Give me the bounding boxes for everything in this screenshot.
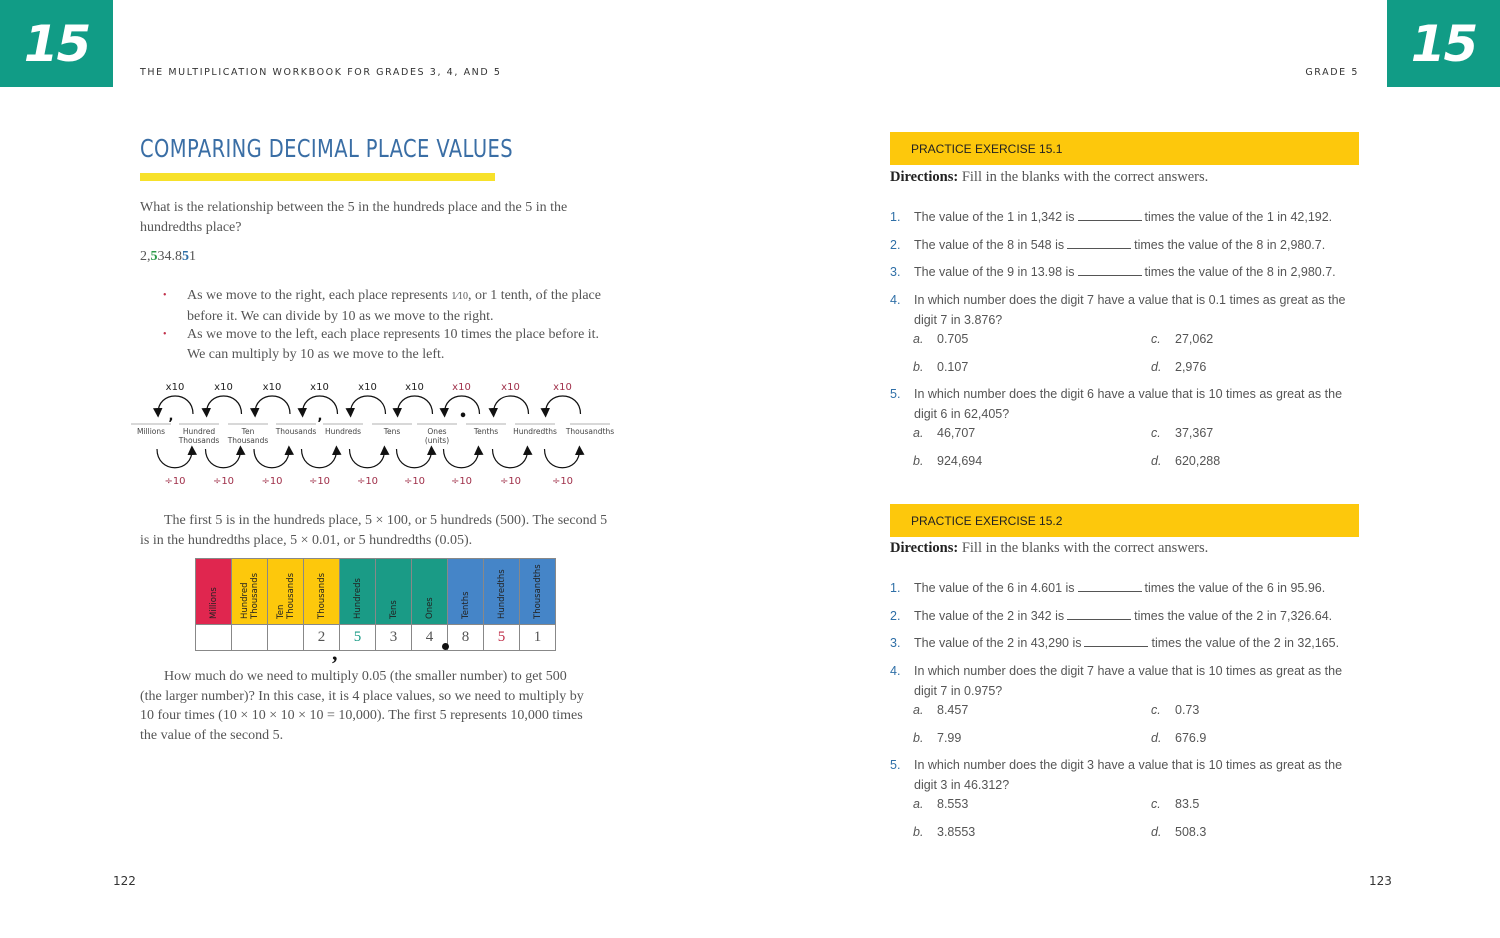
multiply-arrow	[206, 396, 241, 414]
answer-blank[interactable]	[1067, 237, 1131, 249]
divide-label: ÷10	[261, 476, 283, 487]
exercise-item	[890, 661, 1360, 701]
exercise-item	[890, 262, 1360, 282]
bullet-text: As we move to the right, each place represents	[187, 288, 452, 303]
bullet-text: , or 1 tenth, of the place before it. We can divide by 10 as we move to the right.	[187, 288, 601, 324]
directions-text: Fill in the blanks with the correct answers.	[961, 169, 1209, 185]
divide-label: ÷10	[308, 476, 331, 487]
option-value: 7.99	[937, 730, 962, 745]
num-part: 34.8	[157, 249, 182, 264]
answer-option[interactable]	[913, 329, 968, 349]
option-letter: a.	[913, 331, 924, 346]
place-label: Hundreds	[324, 427, 362, 436]
header-label: Tenths	[460, 591, 471, 619]
place-label: Thousands	[227, 436, 269, 445]
option-letter: d.	[1151, 824, 1162, 839]
question-text: times the value of the 8 in 2,980.7.	[1144, 265, 1336, 279]
header-label: Ones	[424, 597, 435, 619]
divide-arrow	[302, 449, 337, 468]
multiply-arrow	[493, 396, 528, 414]
table-header-cell	[340, 559, 376, 625]
num-part: 2,	[140, 249, 151, 264]
answer-option[interactable]	[1151, 822, 1206, 842]
hundredths-five: 5	[182, 249, 189, 264]
option-value: 46,707	[937, 425, 976, 440]
divide-arrow	[545, 449, 580, 468]
options-row	[890, 728, 1360, 748]
item-number: 1.	[890, 210, 901, 224]
option-value: 83.5	[1175, 796, 1200, 811]
hundreds-five: 5	[150, 249, 158, 264]
table-value-cell: 5	[484, 625, 520, 651]
option-letter: b.	[913, 359, 924, 374]
divide-arrow	[444, 449, 479, 468]
item-number: 3.	[890, 265, 901, 279]
question-text: In which number does the digit 3 have a value that is 10 times as great as the digit 3 in 46.312?	[914, 757, 1343, 792]
answer-option[interactable]	[913, 357, 968, 377]
answer-option[interactable]	[913, 822, 975, 842]
options-row	[890, 329, 1360, 349]
item-number: 2.	[890, 237, 901, 252]
header-label: Ten Thousands	[275, 572, 296, 619]
chapter-tab-right: 15	[1387, 0, 1500, 87]
header-label: Thousands	[316, 572, 327, 619]
item-number: 2.	[890, 608, 901, 623]
explanation-paragraph: The first 5 is in the hundreds place, 5 × 100, or 5 hundreds (500). The second 5 is in the hundredths place, 5 × 0.01, or 5 hundredths (0.05).	[140, 513, 608, 548]
answer-option[interactable]	[1151, 357, 1206, 377]
multiply-arrow	[545, 396, 580, 414]
answer-option[interactable]	[913, 728, 961, 748]
option-value: 8.457	[937, 702, 969, 717]
separator-comma: ,	[317, 409, 323, 424]
question-text: The value of the 2 in 43,290 is	[914, 636, 1082, 650]
exercise-item	[890, 755, 1360, 795]
place-label: Ten	[241, 427, 255, 436]
table-header-cell	[376, 559, 412, 625]
table-header-cell	[196, 559, 232, 625]
directions	[890, 540, 1208, 557]
option-value: 0.107	[937, 359, 969, 374]
divide-label: ÷10	[450, 476, 473, 487]
option-value: 0.73	[1175, 702, 1200, 717]
running-head-right: GRADE 5	[1305, 67, 1359, 78]
multiply-label: x10	[553, 382, 572, 393]
conclusion-paragraph: How much do we need to multiply 0.05 (the smaller number) to get 500 (the larger number)? In this case, it is 4 place values, so we need to multiply by 10 four times (10 × 10 × 10 × 10 = 10,000). The first 5 represents 10,000 times the value of the second 5.	[140, 669, 584, 743]
item-number: 1.	[890, 581, 901, 595]
place-label: Thousands	[275, 427, 317, 436]
num-part: 1	[189, 249, 196, 264]
option-letter: a.	[913, 796, 924, 811]
multiply-arrow	[397, 396, 432, 414]
header-label: Hundredths	[496, 569, 507, 619]
option-letter: d.	[1151, 730, 1162, 745]
options-row	[890, 451, 1360, 471]
exercise-item	[890, 633, 1360, 653]
place-label: Tenths	[473, 427, 499, 436]
answer-blank[interactable]	[1078, 209, 1142, 221]
place-label: (units)	[424, 436, 450, 445]
answer-blank[interactable]	[1078, 264, 1142, 276]
answer-option[interactable]	[1151, 700, 1199, 720]
option-letter: b.	[913, 730, 924, 745]
item-number: 3.	[890, 636, 901, 650]
exercise-heading: PRACTICE EXERCISE 15.1	[890, 132, 1359, 165]
divide-label: ÷10	[164, 476, 186, 487]
place-label: Tens	[383, 427, 401, 436]
question-text: times the value of the 8 in 2,980.7.	[1134, 237, 1326, 252]
option-value: 2,976	[1175, 359, 1207, 374]
running-head-left: THE MULTIPLICATION WORKBOOK FOR GRADES 3, 4, AND 5	[140, 67, 502, 78]
divide-label: ÷10	[403, 476, 426, 487]
options-row	[890, 357, 1360, 377]
option-letter: a.	[913, 425, 924, 440]
directions-label: Directions:	[890, 169, 959, 185]
page-number-left: 122	[113, 874, 136, 888]
option-letter: a.	[913, 702, 924, 717]
answer-option[interactable]	[1151, 794, 1199, 814]
option-value: 508.3	[1175, 824, 1207, 839]
answer-blank[interactable]	[1084, 635, 1148, 647]
answer-option[interactable]	[1151, 329, 1213, 349]
answer-blank[interactable]	[1078, 580, 1142, 592]
option-letter: b.	[913, 824, 924, 839]
header-label: Tens	[388, 600, 399, 619]
exercise-item	[890, 235, 1360, 255]
question-text: times the value of the 2 in 7,326.64.	[1134, 608, 1333, 623]
question-text: The value of the 8 in 548 is	[914, 237, 1065, 252]
option-value: 37,367	[1175, 425, 1214, 440]
answer-option[interactable]	[1151, 728, 1206, 748]
exercise-item	[890, 606, 1360, 626]
option-value: 3.8553	[937, 824, 976, 839]
options-row	[890, 423, 1360, 443]
table-decimal-point	[442, 643, 449, 650]
divide-label: ÷10	[212, 476, 235, 487]
question-text: The value of the 6 in 4.601 is	[914, 581, 1075, 595]
question-text: The value of the 2 in 342 is	[914, 608, 1065, 623]
multiply-label: x10	[310, 382, 329, 393]
page-title: COMPARING DECIMAL PLACE VALUES	[140, 134, 513, 163]
table-comma: ,	[332, 640, 338, 665]
divide-label: ÷10	[551, 476, 574, 487]
place-label: Hundredths	[513, 427, 557, 436]
place-label: Millions	[136, 427, 166, 436]
option-letter: c.	[1151, 331, 1161, 346]
fraction: 1⁄10	[451, 291, 469, 302]
question-text: In which number does the digit 7 have a value that is 10 times as great as the digit 7 in 0.975?	[914, 663, 1343, 698]
exercise-item	[890, 290, 1360, 330]
bullet-icon: •	[163, 290, 167, 301]
divide-arrow	[157, 449, 192, 468]
place-label: Thousands	[178, 436, 220, 445]
option-value: 0.705	[937, 331, 969, 346]
answer-option[interactable]	[913, 423, 975, 443]
place-label: Ones	[427, 427, 447, 436]
table-value-cell	[232, 625, 268, 651]
table-value-cell	[268, 625, 304, 651]
place-label: Hundred	[182, 427, 216, 436]
divide-arrow	[206, 449, 241, 468]
table-value-cell: 3	[376, 625, 412, 651]
answer-option[interactable]	[1151, 423, 1213, 443]
intro-text: What is the relationship between the 5 in the hundreds place and the 5 in the hundredths place?	[140, 200, 568, 235]
decimal-point: •	[458, 409, 468, 424]
divide-label: ÷10	[499, 476, 522, 487]
table-value-cell: 8	[448, 625, 484, 651]
multiply-label: x10	[165, 382, 185, 393]
option-value: 8.553	[937, 796, 969, 811]
bullet-text: As we move to the left, each place represents 10 times the place before it. We can multiply by 10 as we move to the left.	[187, 327, 600, 362]
table-value-cell: 1	[520, 625, 556, 651]
directions-label: Directions:	[890, 540, 959, 556]
exercise-item	[890, 207, 1360, 227]
table-value-cell: 4	[412, 625, 448, 651]
question-text: The value of the 9 in 13.98 is	[914, 265, 1075, 279]
item-number: 5.	[890, 757, 901, 772]
table-value-cell: 5	[340, 625, 376, 651]
exercise-heading: PRACTICE EXERCISE 15.2	[890, 504, 1359, 537]
header-label: Thousandths	[532, 564, 543, 619]
separator-comma: ,	[168, 409, 174, 424]
table-header-cell	[268, 559, 304, 625]
exercise-item	[890, 384, 1360, 424]
multiply-label: x10	[501, 382, 520, 393]
option-letter: c.	[1151, 796, 1161, 811]
header-label: Hundred Thousands	[239, 572, 260, 619]
table-header-cell	[520, 559, 556, 625]
option-letter: c.	[1151, 702, 1161, 717]
header-label: Millions	[208, 587, 219, 619]
question-text: In which number does the digit 6 have a value that is 10 times as great as the digit 6 in 62,405?	[914, 386, 1343, 421]
table-header-cell	[484, 559, 520, 625]
divide-arrow	[254, 449, 289, 468]
question-text: The value of the 1 in 1,342 is	[914, 210, 1075, 224]
table-value-cell	[196, 625, 232, 651]
option-value: 27,062	[1175, 331, 1214, 346]
multiply-arrow	[350, 396, 385, 414]
multiply-arrow	[158, 396, 193, 414]
options-row	[890, 794, 1360, 814]
exercise-item	[890, 578, 1360, 598]
answer-option[interactable]	[913, 700, 968, 720]
chapter-tab-left: 15	[0, 0, 113, 87]
multiply-label: x10	[358, 382, 377, 393]
table-header-cell	[448, 559, 484, 625]
table-header-cell	[412, 559, 448, 625]
option-letter: c.	[1151, 425, 1161, 440]
item-number: 5.	[890, 386, 901, 401]
answer-option[interactable]	[913, 451, 982, 471]
multiply-arrow	[255, 396, 290, 414]
option-value: 620,288	[1175, 453, 1221, 468]
option-value: 676.9	[1175, 730, 1207, 745]
multiply-label: x10	[405, 382, 424, 393]
divide-label: ÷10	[356, 476, 379, 487]
multiply-label: x10	[452, 382, 471, 393]
multiply-label: x10	[214, 382, 233, 393]
bullet-icon: •	[163, 329, 167, 340]
header-label: Hundreds	[352, 578, 363, 619]
divide-arrow	[397, 449, 432, 468]
question-text: times the value of the 2 in 32,165.	[1151, 636, 1340, 650]
question-text: times the value of the 1 in 42,192.	[1144, 210, 1333, 224]
option-value: 924,694	[937, 453, 983, 468]
divide-arrow	[493, 449, 528, 468]
directions	[890, 169, 1208, 186]
answer-blank[interactable]	[1067, 608, 1131, 620]
answer-option[interactable]	[1151, 451, 1220, 471]
item-number: 4.	[890, 663, 901, 678]
answer-option[interactable]	[913, 794, 968, 814]
multiply-label: x10	[262, 382, 282, 393]
option-letter: b.	[913, 453, 924, 468]
options-row	[890, 822, 1360, 842]
page-number-right: 123	[1369, 874, 1392, 888]
divide-arrow	[350, 449, 385, 468]
question-text: times the value of the 6 in 95.96.	[1144, 581, 1326, 595]
option-letter: d.	[1151, 359, 1162, 374]
table-header-cell	[232, 559, 268, 625]
option-letter: d.	[1151, 453, 1162, 468]
place-label: Thousandths	[565, 427, 615, 436]
options-row	[890, 700, 1360, 720]
place-value-table	[195, 558, 556, 651]
table-header-cell	[304, 559, 340, 625]
question-text: In which number does the digit 7 have a value that is 0.1 times as great as the digit 7 in 3.876?	[914, 292, 1346, 327]
item-number: 4.	[890, 292, 901, 307]
directions-text: Fill in the blanks with the correct answers.	[961, 540, 1209, 556]
table-value-cell: 2	[304, 625, 340, 651]
